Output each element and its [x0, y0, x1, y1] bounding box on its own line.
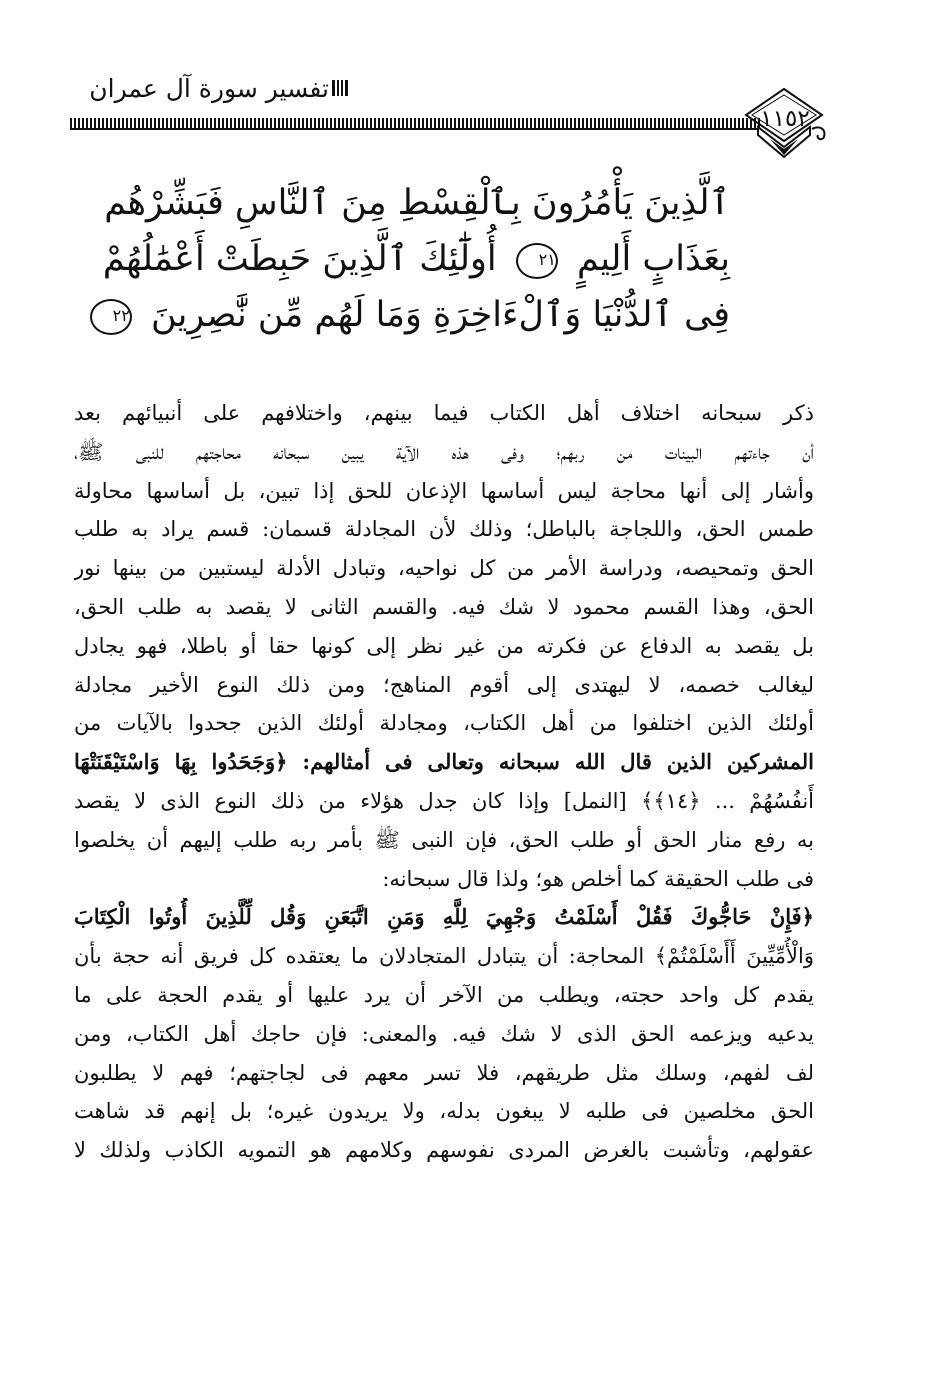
header-rule-base	[70, 128, 760, 130]
text-line: أن جاءتهم البينات من ربهم؛ وفى هذه الآية يبين سبحانه محاجتهم للنبى ﷺ،	[74, 439, 814, 464]
quran-verses	[102, 175, 730, 343]
verse-line: ٱلَّذِينَ يَأْمُرُونَ بِٱلْقِسْطِ مِنَ ٱلنَّاسِ فَبَشِّرْهُم	[104, 183, 730, 223]
text-line: وأشار إلى أنها محاجة ليس أساسها الإذعان للحق إذا تبين، بل أساسها محاولة	[74, 478, 814, 503]
page-number: ١١٥٢	[760, 106, 810, 132]
text-line: أولئك الذين اختلفوا من أهل الكتاب، ومجادلة أولئك الذين جحدوا بالآيات من	[74, 711, 814, 736]
verse-text: أُولَٰٓئِكَ ٱلَّذِينَ حَبِطَتْ أَعْمَٰلُهُمْ	[102, 239, 497, 279]
text-line: عقولهم، وتأشبت بالغرض المردى نفوسهم وكلامهم هو التمويه الكاذب ولذلك لا	[74, 1138, 814, 1163]
text-line: به رفع منار الحق أو طلب الحق، فإن النبى ﷺ بأمر ربه طلب إليهم أن يخلصوا	[74, 827, 814, 852]
ayah-number-marker: ٢١	[516, 243, 558, 279]
text-line: وَالْأُمِّيِّينَ أَأَسْلَمْتُمْ﴾ المحاجة: أن يتبادل المتجادلان ما يعتقده كل فريق أنه حجة بأن	[74, 944, 814, 969]
verse-line	[112, 287, 730, 343]
text-line: المشركين الذين قال الله سبحانه وتعالى فى أمثالهم: ﴿وَجَحَدُوا بِهَا وَاسْتَيْقَنَتْهَا	[74, 749, 814, 775]
running-title: تفسير سورة آل عمران	[89, 74, 329, 103]
verse-text: فِى ٱلدُّنْيَا وَٱلْءَاخِرَةِ وَمَا لَهُم مِّن نَّٰصِرِينَ	[150, 295, 730, 335]
text-line: الحق، وهذا القسم محمود لا شك فيه. والقسم الثانى لا يقصد به طلب الحق،	[74, 594, 814, 619]
text-line: بل يقصد به الدفاع عن فكرته من غير نظر إلى كونها حقا أو باطلا، فهو يجادل	[74, 633, 814, 658]
ornament-icon	[331, 78, 349, 98]
text-line: الحق مخلصين فى طلبه لا يبغون بدله، ولا يريدون غيره؛ بل إنهم قد شاهت	[74, 1099, 814, 1124]
text-line: طمس الحق، واللجاجة بالباطل؛ وذلك لأن المجادلة قسمان: قسم يراد به طلب	[74, 517, 814, 542]
text-line: يدعيه ويزعمه الحق الذى لا شك فيه. والمعنى: فإن حاجك أهل الكتاب، ومن	[74, 1021, 814, 1046]
text-line: ﴿فَإِنْ حَاجُّوكَ فَقُلْ أَسْلَمْتُ وَجْهِيَ لِلَّهِ وَمَنِ اتَّبَعَنِ وَقُل لِّلَّذِينَ أُوتُوا الْكِتَابَ	[74, 904, 814, 930]
verse-line	[102, 231, 730, 287]
text-line: فى طلب الحقيقة كما أخلص هو؛ ولذا قال سبحانه:	[382, 866, 814, 891]
page-header	[0, 0, 929, 175]
commentary-text	[74, 394, 814, 1170]
text-line: لف لفهم، وسلك مثل طريقهم، فلا تسر معهم فى لجاجتهم؛ فهم لا يطلبون	[74, 1060, 814, 1085]
verse-text: بِعَذَابٍ أَلِيمٍ	[576, 239, 730, 279]
text-line: أَنفُسُهُمْ ... ﴿١٤﴾﴾ [النمل] وإذا كان جدل هؤلاء من ذلك النوع الذى لا يقصد	[74, 788, 814, 813]
text-line: الحق وتمحيصه، ودراسة الأمر من كل نواحيه، وتبادل الأدلة ليستبين من بينها نور	[74, 556, 814, 581]
text-line: يقدم كل واحد حجته، ويطلب من الآخر أن يرد عليها أو يقدم الحجة على ما	[74, 982, 814, 1007]
text-line: ذكر سبحانه اختلاف أهل الكتاب فيما بينهم، واختلافهم على أنبيائهم بعد	[74, 401, 814, 425]
ayah-number-marker: ٢٢	[90, 299, 132, 335]
text-line: ليغالب خصمه، لا ليهتدى إلى أقوم المناهج؛ ومن ذلك النوع الأخير مجادلة	[74, 672, 814, 697]
